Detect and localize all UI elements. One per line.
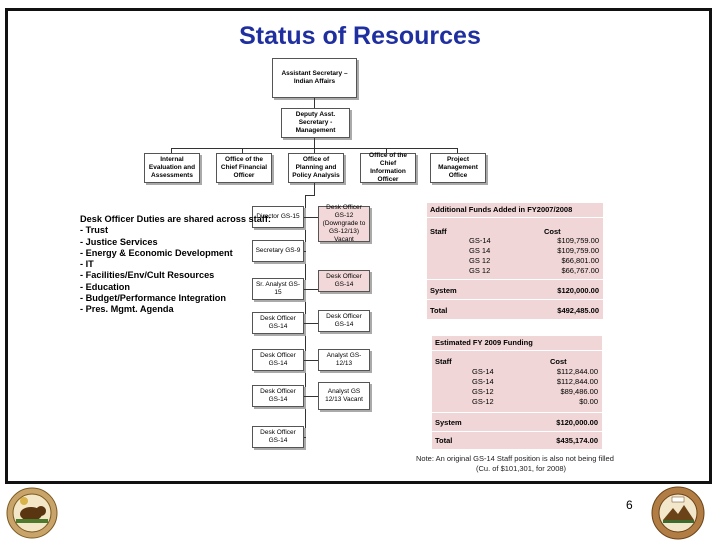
org-box-desk-officer: Desk Officer GS-14 <box>252 426 304 448</box>
connector-line <box>314 138 315 148</box>
funds-2009-system-label: System <box>435 418 462 427</box>
connector-line <box>304 289 318 290</box>
connector-line <box>304 323 318 324</box>
org-box-desk-officer: Desk Officer GS-14 <box>252 312 304 334</box>
org-box-office: Project Management Office <box>430 153 486 183</box>
org-box-analyst-vacant: Analyst GS 12/13 Vacant <box>318 382 370 410</box>
funds-2009-total-cost: $435,174.00 <box>556 436 598 445</box>
funds-2007-title: Additional Funds Added in FY2007/2008 <box>430 205 573 214</box>
connector-line <box>314 98 315 108</box>
org-box-desk-officer: Desk Officer GS-14 <box>318 310 370 332</box>
org-box-analyst: Analyst GS-12/13 <box>318 349 370 371</box>
funds-2007-system-label: System <box>430 286 457 295</box>
cost-cell: $89,486.00 <box>560 387 598 396</box>
cost-cell: $0.00 <box>579 397 598 406</box>
connector-line <box>305 195 315 196</box>
cost-cell: $112,844.00 <box>556 367 598 376</box>
duty-item: - Energy & Economic Development <box>80 247 233 258</box>
duties-heading: Desk Officer Duties are shared across staff: <box>80 214 271 224</box>
org-box-office: Office of the Chief Information Officer <box>360 153 416 183</box>
funds-2007-table <box>427 203 603 319</box>
grade-cell: GS-12 <box>472 387 494 396</box>
note-line-1: Note: An original GS-14 Staff position is also not being filled <box>416 454 614 463</box>
page-number: 6 <box>626 498 633 512</box>
funds-2009-system-cost: $120,000.00 <box>556 418 598 427</box>
grade-cell: GS 12 <box>469 256 491 265</box>
connector-line <box>304 217 318 218</box>
grade-cell: GS-14 <box>472 377 494 386</box>
grade-cell: GS-12 <box>472 397 494 406</box>
grade-cell: GS-14 <box>469 236 491 245</box>
cost-cell: $109,759.00 <box>557 236 599 245</box>
org-box-desk-officer: Desk Officer GS-14 <box>252 385 304 407</box>
funds-2007-total-cost: $492,485.00 <box>557 306 599 315</box>
connector-line <box>314 183 315 195</box>
grade-cell: GS 14 <box>469 246 491 255</box>
grade-cell: GS 12 <box>469 266 491 275</box>
note-line-2: (Cu. of $101,301, for 2008) <box>476 464 567 473</box>
funds-2009-staff-header: Staff <box>435 357 452 366</box>
org-box-director: Director GS-15 <box>252 206 304 228</box>
cost-cell: $112,844.00 <box>556 377 598 386</box>
duty-item: - Justice Services <box>80 236 158 247</box>
connector-line <box>304 251 306 252</box>
duty-item: - Budget/Performance Integration <box>80 293 226 304</box>
org-box-deputy: Deputy Asst. Secretary - Management <box>281 108 350 138</box>
org-box-desk-officer: Desk Officer GS-14 <box>318 270 370 292</box>
footnote <box>416 454 614 474</box>
duty-item: - Facilities/Env/Cult Resources <box>80 270 215 281</box>
funds-2007-cost-header: Cost <box>544 227 561 236</box>
page-title: Status of Resources <box>239 22 481 50</box>
org-box-office: Office of Planning and Policy Analysis <box>288 153 344 183</box>
cost-cell: $109,759.00 <box>557 246 599 255</box>
department-seal-left-icon <box>6 487 58 539</box>
connector-line <box>304 396 318 397</box>
funds-2009-total-label: Total <box>435 436 453 445</box>
funds-2007-staff-header: Staff <box>430 227 447 236</box>
cost-cell: $66,801.00 <box>561 256 599 265</box>
duty-item: - Education <box>80 281 131 292</box>
duty-item: - Pres. Mgmt. Agenda <box>80 304 174 315</box>
org-box-secretary: Secretary GS-9 <box>252 240 304 262</box>
duty-item: - IT <box>80 259 94 270</box>
connector-line <box>304 437 306 438</box>
funds-2007-total-label: Total <box>430 306 448 315</box>
org-box-desk-officer: Desk Officer GS-14 <box>252 349 304 371</box>
desk-officer-duties <box>80 214 271 316</box>
funds-2009-title: Estimated FY 2009 Funding <box>435 338 533 347</box>
funds-2009-table <box>432 336 602 449</box>
duty-item: - Trust <box>80 225 109 236</box>
org-box-assistant-secretary: Assistant Secretary – Indian Affairs <box>272 58 357 98</box>
org-box-sr-analyst: Sr. Analyst GS-15 <box>252 278 304 300</box>
connector-line <box>304 360 318 361</box>
funds-2007-system-cost: $120,000.00 <box>557 286 599 295</box>
org-box-office: Internal Evaluation and Assessments <box>144 153 200 183</box>
department-seal-right-icon <box>651 486 705 540</box>
grade-cell: GS-14 <box>472 367 494 376</box>
org-box-desk-officer-vacant: Desk Officer GS-12 (Downgrade to GS-12/13) Vacant <box>318 206 370 242</box>
org-box-office: Office of the Chief Financial Officer <box>216 153 272 183</box>
cost-cell: $66,767.00 <box>561 266 599 275</box>
funds-2009-cost-header: Cost <box>550 357 567 366</box>
